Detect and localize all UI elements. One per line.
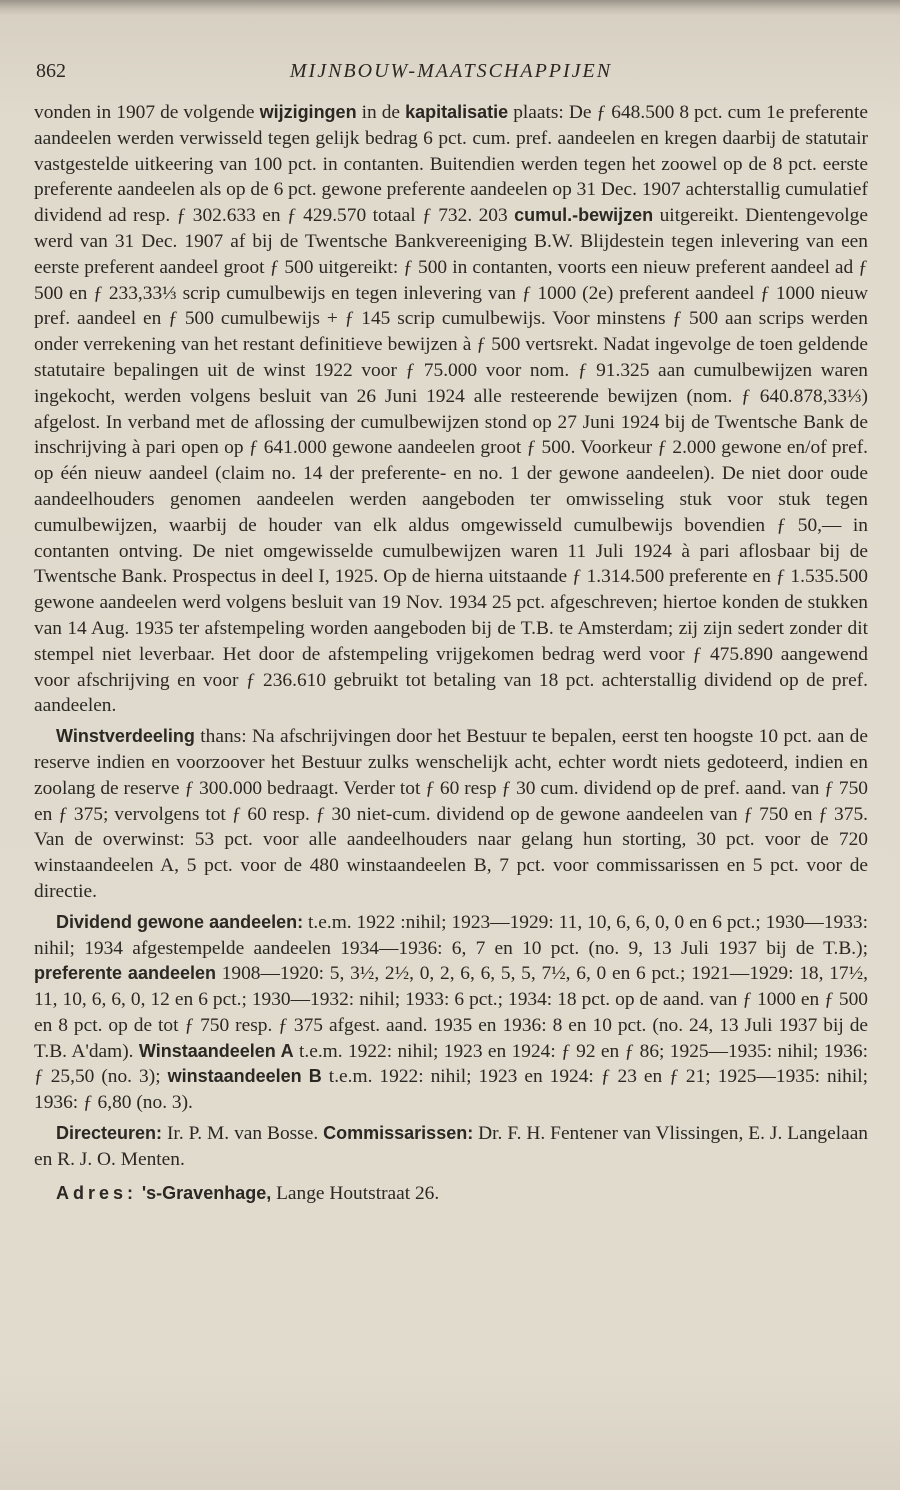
text: uitgereikt. Dientengevolge werd van 31 Dec. 1907 af bij de Twentsche Bankvereeniging B.W. Blijdestein tegen inlevering van een eerste preferent aandeel groot ƒ 500 uitgereikt: ƒ 500 in contanten, voorts een nieuw preferent aandeel ad ƒ 500 en ƒ 233,33⅓ scrip cumulbewijs en tegen inlevering van ƒ 1000 (2e) preferent aandeel ƒ 1000 nieuw pref. aandeel en ƒ 500 cumulbewijs + ƒ 145 scrip cumulbewijs. Voor minstens ƒ 500 aan scrips werden onder verrekening van het restant definitieve bewijzen à ƒ 500 vertsrekt. Nadat ingevolge de toen geldende statutaire bepalingen uit de winst 1922 voor ƒ 75.000 voor nom. ƒ 91.325 aan cumulbewijzen waren ingekocht, werden volgens besluit van 26 Juni 1924 alle resteerende bewijzen (nom. ƒ 640.878,33⅓) afgelost. In verband met de aflossing der cumulbewijzen stond op 27 Juni 1924 bij de Twentsche Bank de inschrijving à pari open op ƒ 641.000 gewone aandeelen groot ƒ 500. Voorkeur ƒ 2.000 gewone en/of pref. op één nieuw aandeel (claim no. 14 der preferente- en no. 1 der gewone aandeelen). De niet door oude aandeelhouders genomen aandeelen werden aangeboden ter omwisseling stuk voor stuk tegen cumulbewijzen, waarbij de houder van elk aldus omgewisseld cumulbewijs bovendien ƒ 50,— in contanten ontving. De niet omgewisselde cumulbewijzen waren 11 Juli 1924 à pari aflosbaar bij de Twentsche Bank. Prospectus in deel I, 1925. Op de hierna uitstaande ƒ 1.314.500 preferente en ƒ 1.535.500 gewone aandeelen werd volgens besluit van 19 Nov. 1934 25 pct. afgeschreven; hiertoe konden de stukken van 14 Aug. 1935 ter afstempeling worden aangeboden bij de T.B. te Amsterdam; zij zijn sedert zonder dit stempel niet leverbaar. Het door de afstempeling vrijgekomen bedrag werd voor ƒ 475.890 aangewend voor afschrijving en voor ƒ 236.610 gebruikt tot betaling van 18 pct. achterstallig dividend op de pref. aandeelen.	[34, 205, 868, 717]
term-cumul-bewijzen: cumul.-bewijzen	[514, 205, 654, 226]
term-kapitalisatie: kapitalisatie	[405, 102, 509, 122]
text: thans: Na afschrijvingen door het Bestuur te bepalen, eerst ten hoogste 10 pct. aan de reserve indien en voorzoover het Bestuur zulks wenschelijk acht, echter wordt niets gedoteerd, indien en zoolang de reserve ƒ 300.000 bedraagt. Verder tot ƒ 60 resp ƒ 30 cum. dividend op de pref. aand. van ƒ 750 en ƒ 375; vervolgens tot ƒ 60 resp. ƒ 30 niet-cum. dividend op de gewone aandeelen van ƒ 750 en ƒ 375. Van de overwinst: 53 pct. voor alle aandeelhouders naar gelang hun storting, 30 pct. voor de 720 winstaandeelen A, 5 pct. voor de 480 winstaandeelen B, 7 pct. voor commissarissen en 5 pct. voor de directie.	[34, 726, 868, 902]
term-city: 's-Gravenhage,	[141, 1182, 272, 1203]
term-winstaandeelen-b: winstaandeelen B	[167, 1066, 322, 1087]
page-number: 862	[36, 60, 66, 82]
text: t.e.m. 1922: nihil; 1923 en 1924: ƒ 23 en ƒ 21; 1925—1935: nihil; 1936: ƒ 6,80 (no. 3).	[34, 1066, 868, 1114]
text: vonden in 1907 de volgende	[34, 102, 260, 123]
paragraph-winstverdeeling	[34, 724, 868, 905]
text: t.e.m. 1922: nihil; 1923 en 1924: ƒ 92 en ƒ 86; 1925—1935: nihil; 1936: ƒ 25,50 (no. 3);	[34, 1040, 868, 1088]
paragraph-kapitalisatie	[34, 100, 868, 719]
text: plaats: De ƒ 648.500 8 pct. cum 1e preferente aandeelen werden verwisseld tegen gelijk bedrag 6 pct. cum. pref. aandeelen en kregen daarbij de statutair vastgestelde uitkeering van 100 pct. in contanten. Buitendien werden tegen het zoowel op de 8 pct. eerste preferente aandeelen als op de 6 pct. gewone preferente aandeelen op 31 Dec. 1907 achterstallig cumulatief dividend ad resp. ƒ 302.633 en ƒ 429.570 totaal ƒ 732. 203	[34, 102, 868, 227]
article-body	[34, 100, 868, 1206]
text: in de	[356, 102, 406, 123]
term-wijzigingen: wijzigingen	[259, 102, 357, 122]
paragraph-adres	[34, 1181, 868, 1207]
scan-edge	[0, 0, 900, 16]
term-winstaandeelen-a: Winstaandeelen A	[138, 1040, 294, 1061]
term-dividend-gewone: Dividend gewone aandeelen:	[56, 911, 304, 932]
term-preferente-aandeelen: preferente aandeelen	[34, 963, 216, 984]
term-commissarissen: Commissarissen:	[323, 1123, 474, 1144]
running-head: MIJNBOUW-MAATSCHAPPIJEN	[289, 60, 613, 82]
text: Ir. P. M. van Bosse.	[162, 1123, 324, 1145]
paragraph-bestuur	[34, 1121, 868, 1173]
text: t.e.m. 1922 :nihil; 1923—1929: 11, 10, 6, 6, 0, 0 en 6 pct.; 1930—1933: nihil; 1934 afgestempelde aandeelen 1934—1936: 6, 7 en 10 pct. (no. 9, 13 Juli 1937 bij de T.B.);	[34, 911, 868, 959]
text: 1908—1920: 5, 3½, 2½, 0, 2, 6, 6, 5, 5, 7½, 6, 0 en 6 pct.; 1921—1929: 18, 17½, 11, 10, 6, 6, 0, 12 en 6 pct.; 1930—1932: nihil; 1933: 6 pct.; 1934: 18 pct. op de aand. van ƒ 1000 en ƒ 500 en 8 pct. op de tot ƒ 750 resp. ƒ 375 afgest. aand. 1935 en 1936: 8 en 10 pct. (no. 24, 13 Juli 1937 bij de T.B. A'dam).	[34, 963, 868, 1062]
term-adres: Adres:	[56, 1182, 138, 1203]
term-winstverdeeling: Winstverdeeling	[56, 726, 195, 747]
paragraph-dividend	[34, 910, 868, 1116]
page-header	[36, 60, 866, 90]
text: Dr. F. H. Fentener van Vlissingen, E. J. Langelaan en R. J. O. Menten.	[34, 1123, 868, 1170]
text: Lange Houtstraat 26.	[271, 1182, 440, 1204]
term-directeuren: Directeuren:	[56, 1123, 163, 1144]
